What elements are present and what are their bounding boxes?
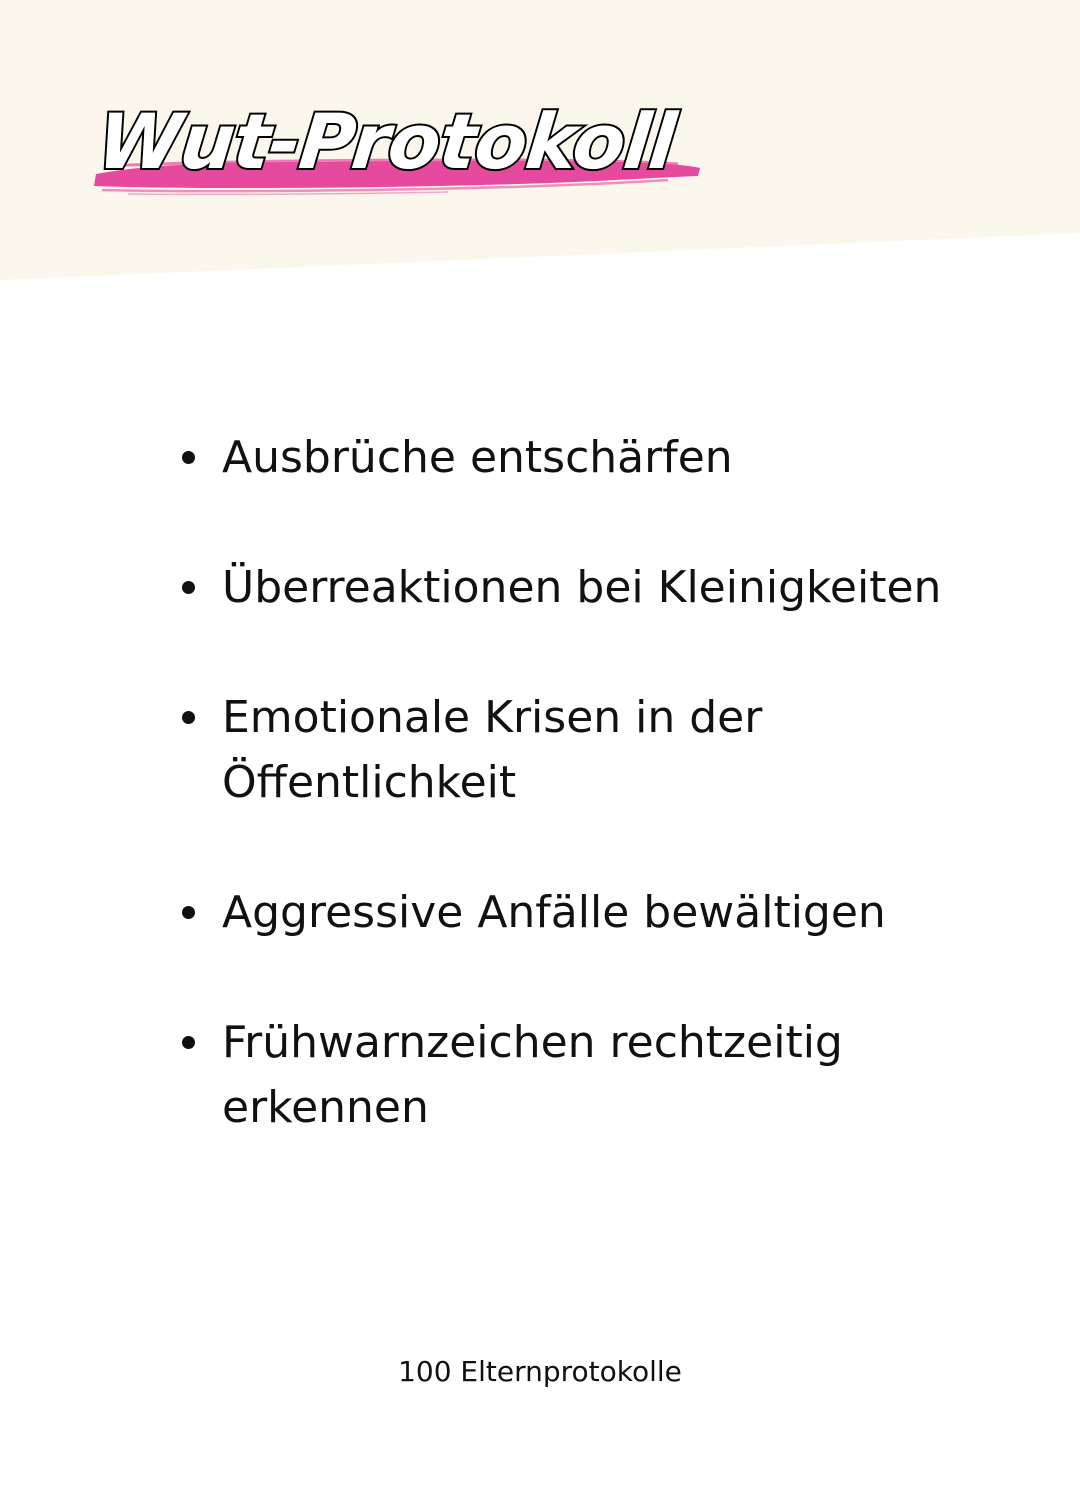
bullet-dot-icon: [182, 1036, 195, 1049]
bullet-dot-icon: [182, 711, 195, 724]
bullet-dot-icon: [182, 581, 195, 594]
bullet-dot-icon: [182, 451, 195, 464]
list-item-label: Emotionale Krisen in der Öffentlichkeit: [222, 692, 763, 808]
list-item: [180, 880, 980, 945]
list-item-label: Aggressive Anfälle bewältigen: [222, 887, 886, 938]
list-item: [180, 555, 980, 620]
list-item-label: Ausbrüche entschärfen: [222, 432, 733, 483]
list-item: [180, 685, 980, 815]
footer-text: 100 Elternprotokolle: [398, 1355, 682, 1388]
list-item-label: Frühwarnzeichen rechtzeitig erkennen: [222, 1017, 843, 1133]
list-item-label: Überreaktionen bei Kleinigkeiten: [222, 562, 942, 613]
brush-stroke-streak-bottom-2: [128, 192, 448, 194]
bullet-dot-icon: [182, 906, 195, 919]
feature-list: [180, 425, 980, 1140]
page-title: Wut-Protokoll: [93, 97, 680, 186]
list-item: [180, 1010, 980, 1140]
list-item: [180, 425, 980, 490]
